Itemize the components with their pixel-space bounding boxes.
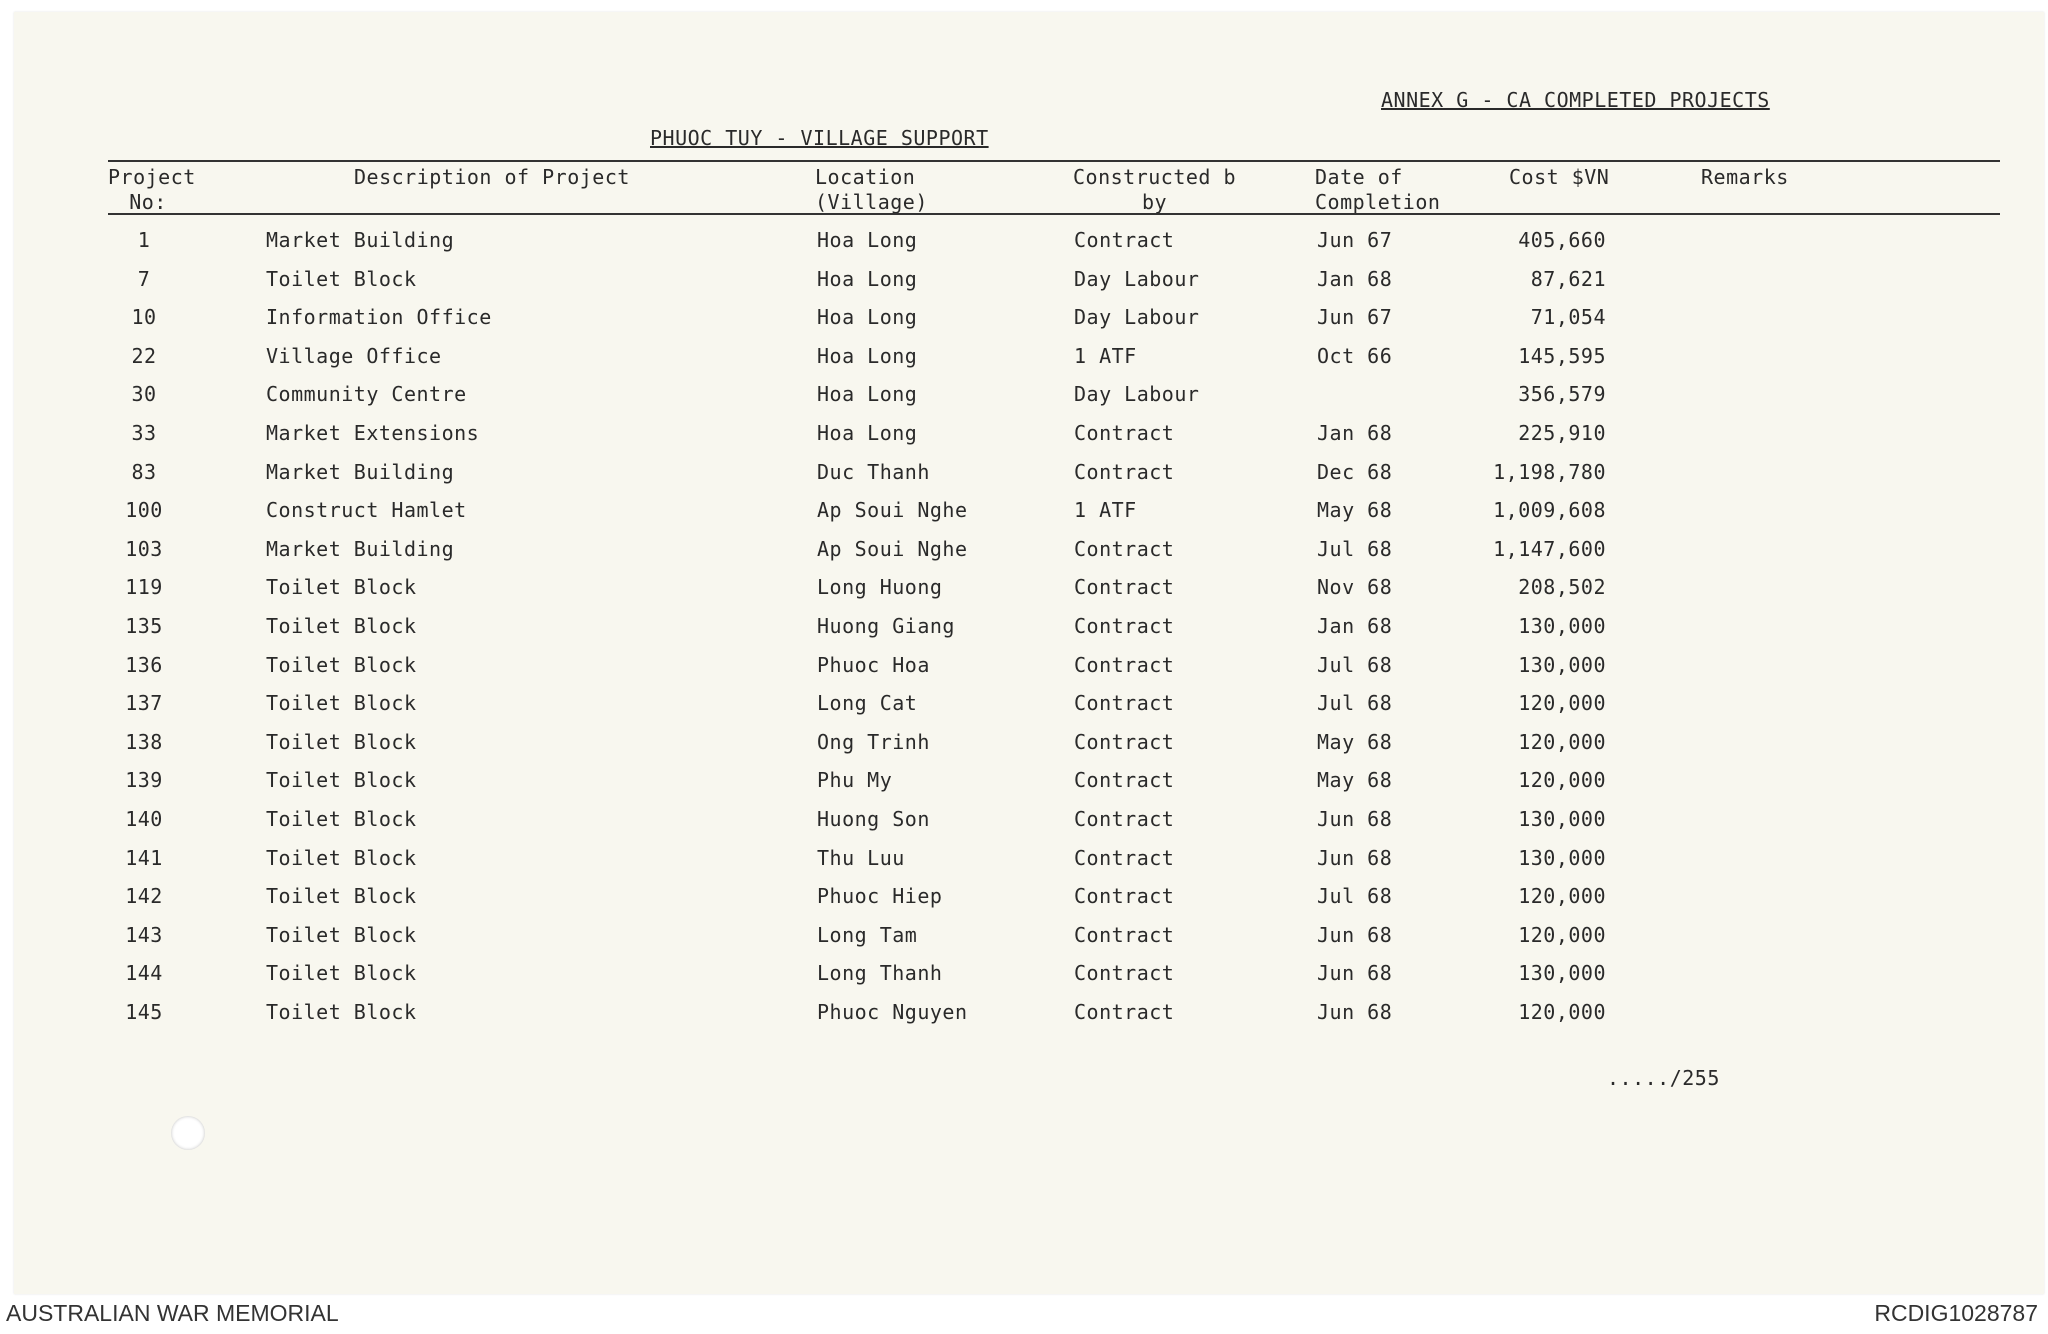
cost-cell: 145,595 <box>1518 343 1606 368</box>
constructed-by-cell: Contract <box>1074 536 1175 561</box>
completion-date-cell: Jan 68 <box>1317 421 1393 445</box>
table-row <box>14 225 2044 255</box>
constructed-by-cell: Contract <box>1074 807 1175 831</box>
cost-cell: 120,000 <box>1518 884 1606 909</box>
completion-date-cell: Nov 68 <box>1317 575 1393 600</box>
description-cell: Toilet Block <box>266 768 417 793</box>
table-row <box>14 881 2044 911</box>
location-cell: Hoa Long <box>817 228 918 252</box>
header-project-no-line1: Project <box>108 165 196 189</box>
cost-cell: 130,000 <box>1518 961 1606 986</box>
cost-cell: 130,000 <box>1518 614 1606 638</box>
completion-date-cell: Jun 68 <box>1317 922 1393 947</box>
constructed-by-cell: Contract <box>1074 575 1175 600</box>
constructed-by-cell: Contract <box>1074 729 1175 754</box>
location-cell: Hoa Long <box>817 305 918 330</box>
project-no-cell: 144 <box>125 961 163 986</box>
table-row <box>14 997 2044 1027</box>
table-row <box>14 341 2044 371</box>
header-remarks <box>1701 165 1789 190</box>
cost-cell: 1,009,608 <box>1493 498 1606 523</box>
description-cell: Market Building <box>266 459 455 484</box>
description-cell: Toilet Block <box>266 691 417 716</box>
location-cell: Hoa Long <box>817 266 918 291</box>
completion-date-cell: Dec 68 <box>1317 459 1393 484</box>
completion-date-cell: Oct 66 <box>1317 343 1393 368</box>
header-location-line2: (Village) <box>815 190 928 214</box>
constructed-by-cell: Contract <box>1074 228 1175 252</box>
cost-cell: 225,910 <box>1518 421 1606 445</box>
location-cell: Ong Trinh <box>817 729 930 754</box>
header-constructed-by-line2: by <box>1141 190 1168 214</box>
constructed-by-cell: Contract <box>1074 459 1175 484</box>
project-no-cell: 143 <box>125 922 163 947</box>
completion-date-cell: Jun 68 <box>1317 1000 1393 1024</box>
header-cost-line1: Cost $VN <box>1509 165 1610 189</box>
description-cell: Toilet Block <box>266 884 417 909</box>
location-cell: Ap Soui Nghe <box>817 536 968 561</box>
header-date <box>1315 165 1440 215</box>
completion-date-cell: May 68 <box>1317 768 1393 793</box>
footer-left-credit: AUSTRALIAN WAR MEMORIAL <box>6 1300 339 1326</box>
description-cell: Community Centre <box>266 382 467 407</box>
header-constructed-by-line1: Constructed b <box>1073 165 1237 189</box>
cost-cell: 120,000 <box>1518 922 1606 947</box>
constructed-by-cell: Day Labour <box>1074 382 1200 407</box>
description-cell: Toilet Block <box>266 575 417 600</box>
location-cell: Thu Luu <box>817 845 905 870</box>
header-location <box>815 165 928 215</box>
header-description-line1: Description of Project <box>354 165 630 189</box>
table-row <box>14 650 2044 680</box>
constructed-by-cell: Day Labour <box>1074 305 1200 330</box>
completion-date-cell: Jun 68 <box>1317 807 1393 831</box>
completion-date-cell: Jul 68 <box>1317 536 1393 561</box>
location-cell: Long Huong <box>817 575 943 600</box>
table-header-rule <box>108 213 2000 215</box>
description-cell: Toilet Block <box>266 807 417 831</box>
cost-cell: 120,000 <box>1518 691 1606 716</box>
header-project-no <box>108 165 196 215</box>
project-no-cell: 1 <box>137 228 151 252</box>
description-cell: Construct Hamlet <box>266 498 467 523</box>
project-no-cell: 138 <box>125 729 163 754</box>
description-cell: Market Extensions <box>266 421 480 445</box>
description-cell: Toilet Block <box>266 729 417 754</box>
location-cell: Hoa Long <box>817 421 918 445</box>
header-constructed-by <box>1073 165 1236 215</box>
description-cell: Market Building <box>266 536 455 561</box>
table-top-rule <box>108 160 2000 162</box>
cost-cell: 356,579 <box>1518 382 1606 407</box>
description-cell: Market Building <box>266 228 455 252</box>
description-cell: Toilet Block <box>266 652 417 677</box>
header-date-line2: Completion <box>1315 190 1441 214</box>
project-no-cell: 145 <box>125 1000 163 1024</box>
table-row <box>14 804 2044 834</box>
punch-hole <box>171 1116 205 1150</box>
location-cell: Huong Son <box>817 807 930 831</box>
table-row <box>14 302 2044 332</box>
footer-right-id: RCDIG1028787 <box>1874 1300 2038 1326</box>
document-paper <box>14 12 2044 1294</box>
location-cell: Hoa Long <box>817 343 918 368</box>
description-cell: Toilet Block <box>266 1000 417 1024</box>
table-row <box>14 920 2044 950</box>
header-description <box>354 165 630 190</box>
completion-date-cell: Jun 67 <box>1317 228 1393 252</box>
cost-cell: 87,621 <box>1530 266 1606 291</box>
description-cell: Information Office <box>266 305 492 330</box>
project-no-cell: 10 <box>131 305 157 330</box>
table-row <box>14 379 2044 409</box>
constructed-by-cell: Contract <box>1074 691 1175 716</box>
description-cell: Toilet Block <box>266 266 417 291</box>
location-cell: Ap Soui Nghe <box>817 498 968 523</box>
project-no-cell: 22 <box>131 343 157 368</box>
project-no-cell: 100 <box>125 498 163 523</box>
page-reference: ...../255 <box>1607 1066 1720 1090</box>
header-remarks-line1: Remarks <box>1701 165 1789 189</box>
table-row <box>14 534 2044 564</box>
table-row <box>14 418 2044 448</box>
constructed-by-cell: Contract <box>1074 922 1175 947</box>
table-row <box>14 572 2044 602</box>
cost-cell: 120,000 <box>1518 768 1606 793</box>
header-cost <box>1509 165 1609 190</box>
project-no-cell: 141 <box>125 845 163 870</box>
cost-cell: 71,054 <box>1530 305 1606 330</box>
project-no-cell: 30 <box>131 382 157 407</box>
cost-cell: 130,000 <box>1518 845 1606 870</box>
cost-cell: 208,502 <box>1518 575 1606 600</box>
constructed-by-cell: Contract <box>1074 884 1175 909</box>
table-row <box>14 843 2044 873</box>
constructed-by-cell: Day Labour <box>1074 266 1200 291</box>
completion-date-cell: Jun 67 <box>1317 305 1393 330</box>
cost-cell: 130,000 <box>1518 652 1606 677</box>
table-row <box>14 457 2044 487</box>
section-title: PHUOC TUY - VILLAGE SUPPORT <box>650 126 989 150</box>
cost-cell: 120,000 <box>1518 1000 1606 1024</box>
project-no-cell: 33 <box>131 421 157 445</box>
description-cell: Toilet Block <box>266 922 417 947</box>
cost-cell: 1,198,780 <box>1493 459 1606 484</box>
constructed-by-cell: Contract <box>1074 652 1175 677</box>
project-no-cell: 135 <box>125 614 163 638</box>
location-cell: Long Tam <box>817 922 918 947</box>
header-location-line1: Location <box>815 165 916 189</box>
constructed-by-cell: Contract <box>1074 961 1175 986</box>
completion-date-cell: May 68 <box>1317 498 1393 523</box>
constructed-by-cell: Contract <box>1074 845 1175 870</box>
description-cell: Village Office <box>266 343 442 368</box>
project-no-cell: 103 <box>125 536 163 561</box>
constructed-by-cell: Contract <box>1074 421 1175 445</box>
cost-cell: 130,000 <box>1518 807 1606 831</box>
annex-title: ANNEX G - CA COMPLETED PROJECTS <box>1381 88 1770 112</box>
location-cell: Phuoc Nguyen <box>817 1000 968 1024</box>
constructed-by-cell: Contract <box>1074 1000 1175 1024</box>
cost-cell: 120,000 <box>1518 729 1606 754</box>
location-cell: Duc Thanh <box>817 459 930 484</box>
table-row <box>14 495 2044 525</box>
completion-date-cell: Jun 68 <box>1317 845 1393 870</box>
header-date-line1: Date of <box>1315 165 1403 189</box>
cost-cell: 1,147,600 <box>1493 536 1606 561</box>
location-cell: Hoa Long <box>817 382 918 407</box>
completion-date-cell: Jan 68 <box>1317 614 1393 638</box>
project-no-cell: 140 <box>125 807 163 831</box>
location-cell: Phu My <box>817 768 893 793</box>
header-project-no-line2: No: <box>129 190 167 214</box>
location-cell: Long Cat <box>817 691 918 716</box>
project-no-cell: 137 <box>125 691 163 716</box>
project-no-cell: 119 <box>125 575 163 600</box>
location-cell: Phuoc Hoa <box>817 652 930 677</box>
completion-date-cell: Jul 68 <box>1317 884 1393 909</box>
completion-date-cell: May 68 <box>1317 729 1393 754</box>
table-row <box>14 611 2044 641</box>
constructed-by-cell: Contract <box>1074 768 1175 793</box>
table-row <box>14 688 2044 718</box>
location-cell: Phuoc Hiep <box>817 884 943 909</box>
project-no-cell: 83 <box>131 459 157 484</box>
table-row <box>14 264 2044 294</box>
completion-date-cell: Jun 68 <box>1317 961 1393 986</box>
completion-date-cell: Jul 68 <box>1317 652 1393 677</box>
cost-cell: 405,660 <box>1518 228 1606 252</box>
project-no-cell: 7 <box>137 266 151 291</box>
completion-date-cell: Jul 68 <box>1317 691 1393 716</box>
project-no-cell: 139 <box>125 768 163 793</box>
description-cell: Toilet Block <box>266 614 417 638</box>
location-cell: Huong Giang <box>817 614 955 638</box>
table-row <box>14 765 2044 795</box>
project-no-cell: 142 <box>125 884 163 909</box>
constructed-by-cell: 1 ATF <box>1074 343 1137 368</box>
location-cell: Long Thanh <box>817 961 943 986</box>
table-row <box>14 958 2044 988</box>
table-row <box>14 727 2044 757</box>
description-cell: Toilet Block <box>266 845 417 870</box>
constructed-by-cell: 1 ATF <box>1074 498 1137 523</box>
completion-date-cell: Jan 68 <box>1317 266 1393 291</box>
project-no-cell: 136 <box>125 652 163 677</box>
description-cell: Toilet Block <box>266 961 417 986</box>
constructed-by-cell: Contract <box>1074 614 1175 638</box>
